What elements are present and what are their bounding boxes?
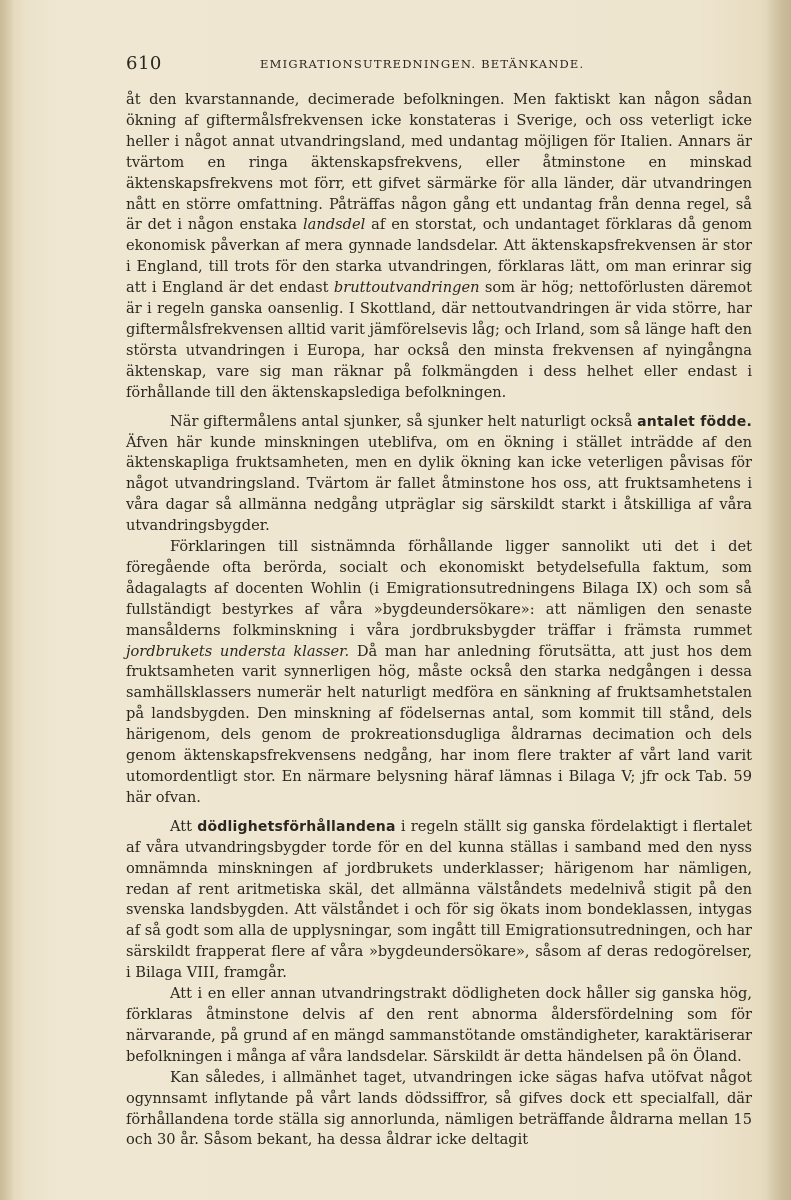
body-text [126, 90, 752, 1151]
italic-term: landsdel [303, 216, 366, 234]
page-number: 610 [126, 53, 162, 74]
text-run: Äfven här kunde minskningen uteblifva, om en ökning i stället inträdde af den äktenskapliga fruktsamheten, men en dylik ökning kan icke veterligen påvisas för något utvandringsland. Tvärtom är fallet åtminstone hos oss, att fruktsamhetens i våra dagar så allmänna nedgång utpräglar sig särskildt starkt i åtskilliga af våra utvandringsbygder. [126, 433, 752, 535]
paragraph-4 [126, 817, 752, 984]
text-run: Kan således, i allmänhet taget, utvandringen icke sägas hafva utöfvat något ogynnsamt inflytande på vårt lands dödssiffror, så gifves dock ett specialfall, där förhållandena torde ställa sig annorlunda, nämligen beträffande åldrarna mellan 15 och 30 år. Såsom bekant, ha dessa åldrar icke deltagit [126, 1068, 752, 1149]
text-run: af en storstat, och undantaget förklaras då genom ekonomisk påverkan af mera gynnade landsdelar. Att äktenskapsfrekvensen är stor i England, till trots för den starka utvandringen, förklaras lätt, om man erinrar sig att i England är det endast [126, 216, 752, 297]
text-run: Att [170, 817, 198, 835]
text-run: i regeln ställt sig ganska fördelaktigt i flertalet af våra utvandringsbygder torde för en del kunna ställas i samband med den nyss omnämnda minskningen af jordbrukets underklasser; härigenom har nämligen, redan af rent aritmetiska skäl, det allmänna välståndets medelnivå stigit på den svenska landsbygden. Att välståndet i och för sig ökats inom bondeklassen, intygas af så godt som alla de upplysningar, som ingått till Emigrationsutredningen, och har särskildt frapperat flere af våra »bygdeundersökare», såsom af deras redogörelser, i Bilaga VIII, framgår. [126, 817, 752, 982]
bold-term: dödlighetsförhållandena [197, 818, 396, 835]
text-run: åt den kvarstannande, decimerade befolkningen. Men faktiskt kan någon sådan ökning af giftermålsfrekvensen icke konstateras i Sverige, och oss veterligt icke heller i något annat utvandringsland, med undantag möjligen för Italien. Annars är tvärtom en ringa äktenskapsfrekvens, eller åtminstone en minskad äktenskapsfrekvens mot förr, ett gifvet särmärke för alla länder, där utvandringen nått en större omfattning. Påträffas någon gång ett undantag från denna regel, så är det i någon enstaka [126, 91, 752, 234]
italic-term: jordbrukets understa klasser. [126, 642, 350, 660]
paragraph-6 [126, 1068, 752, 1152]
paragraph-2 [126, 412, 752, 537]
page-header [126, 50, 752, 78]
text-run: Förklaringen till sistnämnda förhållande ligger sannolikt uti det i det föregående ofta berörda, socialt och ekonomiskt betydelsefulla faktum, som ådagalagts af docenten Wohlin (i Emigrationsutredningens Bilaga IX) och som så fullständigt bestyrkes af våra »bygdeundersökare»: att nämligen den senaste mansålderns folkminskning i våra jordbruksbygder träffar i främsta rummet [126, 538, 752, 639]
bold-term: antalet födde. [637, 413, 752, 430]
paragraph-5 [126, 984, 752, 1068]
text-run: som är hög; nettoförlusten däremot är i regeln ganska oansenlig. I Skottland, där nettoutvandringen är vida större, har giftermålsfrekvensen alltid varit jämförelsevis låg; och Irland, som så länge haft den största utvandringen i Europa, har också den minsta frekvensen af nyingångna äktenskap, vare sig man räknar på folkmängden i dess helhet eller endast i förhållande till den äktenskapslediga befolkningen. [126, 279, 752, 401]
running-head: EMIGRATIONSUTREDNINGEN. BETÄNKANDE. [260, 57, 585, 71]
paragraph-3 [126, 537, 752, 809]
page-right-edge-shadow [767, 0, 791, 1200]
italic-term: bruttoutvandringen [333, 279, 480, 297]
page-left-edge-shadow [0, 0, 14, 1200]
text-run: Att i en eller annan utvandringstrakt dödligheten dock håller sig ganska hög, förklaras åtminstone delvis af den rent abnorma åldersfördelning som för närvarande, på grund af en mängd sammanstötande omständigheter, karaktäriserar befolkningen i många af våra landsdelar. Särskildt är detta händelsen på ön Öland. [126, 985, 752, 1065]
paragraph-1 [126, 90, 752, 404]
text-run: Då man har anledning förutsätta, att just hos dem fruktsamheten varit synnerligen hög, måste också den starka nedgången i dessa samhällsklassers numerär helt naturligt medföra en sänkning af fruktsamhetstalen på landsbygden. Den minskning af födelsernas antal, som kommit till stånd, dels härigenom, dels genom de prokreationsdugliga åldrarnas decimation och dels genom äktenskapsfrekvensens nedgång, har inom flere trakter af vårt land varit utomordentligt stor. En närmare belysning häraf lämnas i Bilaga V; jfr ock Tab. 59 här ofvan. [126, 642, 752, 806]
text-run: När giftermålens antal sjunker, så sjunker helt naturligt också [170, 412, 638, 430]
